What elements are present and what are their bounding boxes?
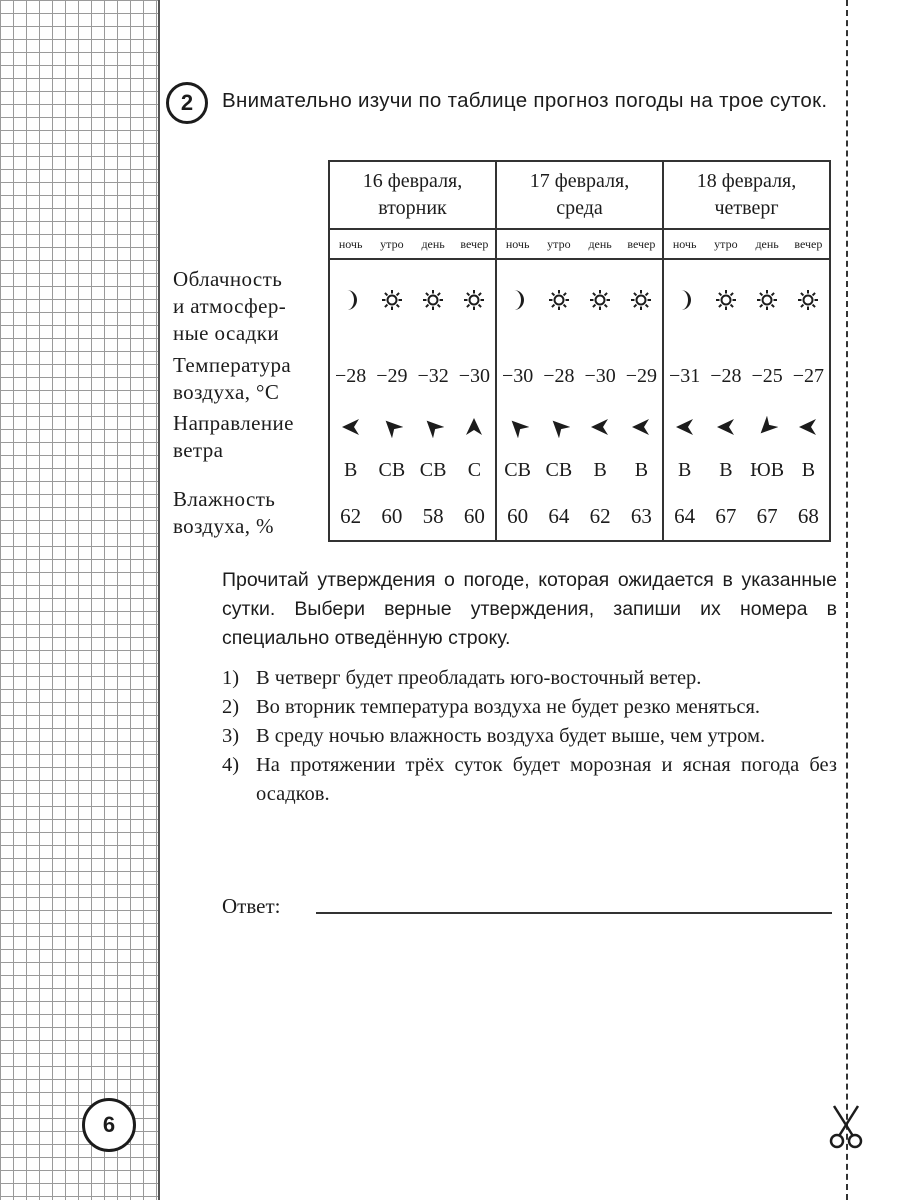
wind-arrow-east-icon [788, 416, 829, 438]
temp-value: −31 [668, 364, 701, 387]
hum-value: 63 [630, 503, 652, 528]
sun-icon [705, 288, 746, 312]
temp-value: −27 [792, 364, 825, 387]
cloud-row [497, 280, 662, 320]
row-label-temperature: Температура воздуха, °С [173, 353, 292, 404]
dirs-value: СВ [545, 458, 573, 481]
day-header: 16 февраля, вторник [329, 161, 496, 229]
wind-arrow-east-icon [621, 416, 662, 438]
temp-value: −29 [376, 364, 408, 387]
hum-value: 60 [381, 503, 403, 528]
temp-value: −28 [543, 364, 575, 387]
answer-line[interactable] [316, 912, 832, 914]
hum-row [664, 496, 829, 536]
moon-icon [497, 288, 538, 312]
dirs-row [664, 452, 829, 488]
grid-margin [0, 0, 160, 1200]
temp-row [330, 356, 495, 396]
wind-arrow-northeast-icon [497, 416, 538, 438]
hum-value: 62 [340, 503, 362, 528]
wind-arrow-northeast-icon [413, 416, 454, 438]
parts-cell: ночь утро день вечер [329, 229, 496, 259]
arrows-row [664, 410, 829, 444]
temp-row [497, 356, 662, 396]
temp-row [664, 356, 829, 396]
sun-icon [538, 288, 579, 312]
wind-arrow-east-icon [580, 416, 621, 438]
dirs-value: СВ [419, 458, 447, 481]
hum-row [330, 496, 495, 536]
statement-item: 2) Во вторник температура воздуха не будет резко меняться. [222, 696, 761, 718]
wind-arrow-north-icon [454, 416, 495, 438]
temp-value: −28 [710, 364, 742, 387]
hum-value: 67 [756, 503, 778, 528]
dirs-row [497, 452, 662, 488]
dirs-row [330, 452, 495, 488]
cloud-row [664, 280, 829, 320]
day-forecast-cell [496, 259, 663, 541]
dirs-value: С [467, 458, 482, 481]
hum-value: 58 [422, 503, 444, 528]
day-header: 17 февраля, среда [496, 161, 663, 229]
statement-item: 3) В среду ночью влажность воздуха будет выше, чем утром. [222, 725, 766, 747]
task-text: Внимательно изучи по таблице прогноз погоды на трое суток. [222, 89, 828, 112]
wind-arrow-northeast-icon [538, 416, 579, 438]
temp-value: −28 [334, 364, 367, 387]
parts-of-day-row [329, 229, 830, 259]
dirs-value: В [719, 458, 733, 481]
temp-value: −30 [584, 364, 616, 387]
dirs-value: В [801, 458, 816, 481]
row-label-cloudiness: Облачность и атмосфер- ные осадки [173, 267, 287, 345]
task-number: 2 [166, 82, 208, 124]
dirs-value: В [634, 458, 649, 481]
statement-item: 1) В четверг будет преобладать юго-восточный ветер. [222, 667, 702, 689]
statement-item: 4) На протяжении трёх суток будет морозная и ясная погода без осадков. [222, 754, 837, 805]
wind-arrow-east-icon [330, 416, 371, 438]
arrows-row [330, 410, 495, 444]
wind-arrow-southeast-icon [747, 416, 788, 438]
instructions-text: Прочитай утверждения о погоде, которая ожидается в указанные сутки. Выбери верные утверждения, запиши их номера в специально отведённую строку. [222, 569, 837, 649]
scissors-icon [826, 1102, 866, 1150]
table-header-row [329, 161, 830, 229]
dirs-value: В [677, 458, 692, 481]
sun-icon [788, 288, 829, 312]
temp-value: −30 [501, 364, 534, 387]
page-number: 6 [82, 1098, 136, 1152]
hum-value: 64 [674, 503, 696, 528]
cut-line [846, 0, 848, 1200]
sun-icon [413, 288, 454, 312]
sun-icon [454, 288, 495, 312]
parts-cell: ночь утро день вечер [663, 229, 830, 259]
forecast-body-row [329, 259, 830, 541]
row-label-humidity: Влажность воздуха, % [173, 487, 276, 538]
sun-icon [621, 288, 662, 312]
dirs-value: ЮВ [750, 458, 785, 481]
dirs-value: В [343, 458, 358, 481]
cloud-row [330, 280, 495, 320]
arrows-row [497, 410, 662, 444]
temp-value: −25 [751, 364, 783, 387]
moon-icon [330, 288, 371, 312]
temp-value: −30 [458, 364, 491, 387]
weather-forecast-table [328, 160, 831, 542]
wind-arrow-east-icon [705, 416, 746, 438]
row-label-wind: Направление ветра [173, 411, 294, 462]
hum-value: 68 [797, 503, 819, 528]
wind-arrow-east-icon [664, 416, 705, 438]
sun-icon [747, 288, 788, 312]
parts-cell: ночь утро день вечер [496, 229, 663, 259]
dirs-value: В [593, 458, 607, 481]
hum-row [497, 496, 662, 536]
day-header: 18 февраля, четверг [663, 161, 830, 229]
moon-icon [664, 288, 705, 312]
statements-list [222, 664, 837, 809]
hum-value: 60 [463, 503, 485, 528]
dirs-value: СВ [378, 458, 406, 481]
sun-icon [371, 288, 412, 312]
temp-value: −32 [417, 364, 449, 387]
dirs-value: СВ [504, 458, 531, 481]
answer-label: Ответ: [222, 894, 281, 918]
temp-value: −29 [625, 364, 658, 387]
hum-value: 60 [507, 503, 529, 528]
hum-value: 67 [715, 503, 737, 528]
hum-value: 64 [548, 503, 570, 528]
wind-arrow-northeast-icon [371, 416, 412, 438]
day-forecast-cell [663, 259, 830, 541]
day-forecast-cell [329, 259, 496, 541]
sun-icon [580, 288, 621, 312]
hum-value: 62 [589, 503, 611, 528]
